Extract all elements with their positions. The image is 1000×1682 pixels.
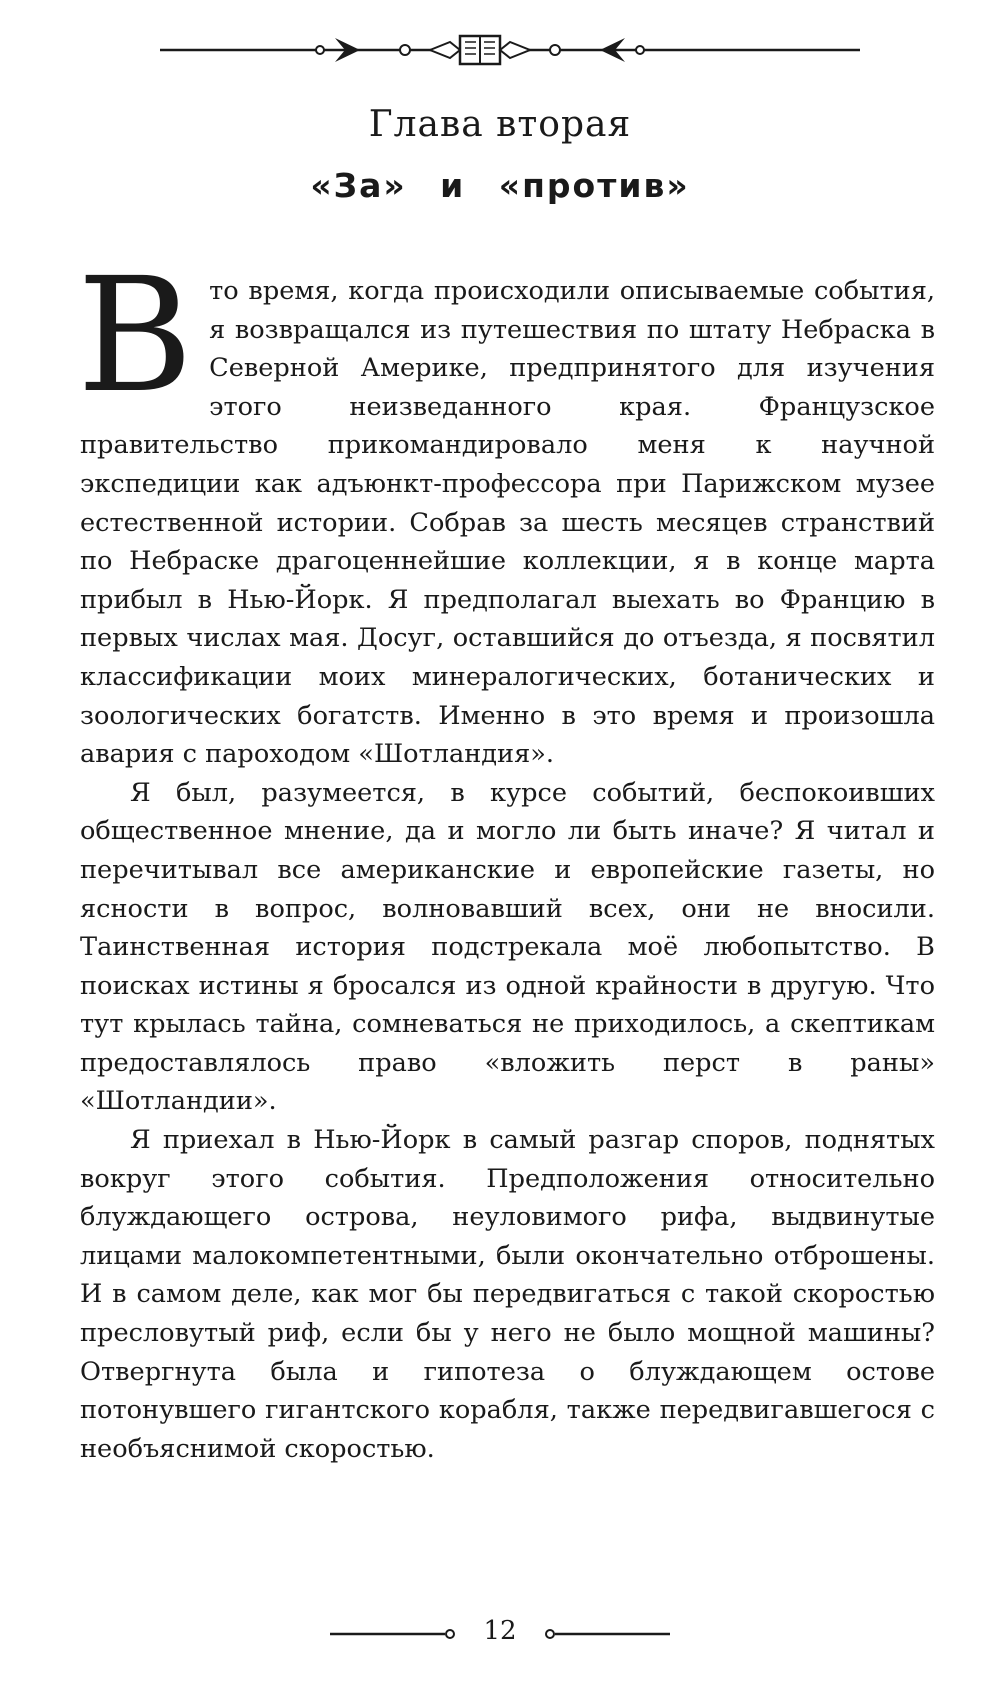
paragraph — [77, 244, 935, 774]
chapter-number: Глава вторая — [368, 104, 632, 145]
paragraph: Я приехал в Нью-Йорк в самый разгар споров, поднятых вокруг этого события. Предположения относительно блуждающего острова, неуловимого рифа, выдвинутые лицами малокомпетентными, были окончательно отброшены. И в самом деле, как мог бы передвигаться с такой скоростью пресловутый риф, если бы у него не было мощной машины? Отвергнута была и гипотеза о блуждающем остове потонувшего гигантского корабля, также передвигавшегося с необъяснимой скоростью. — [80, 1125, 935, 1464]
paragraph: Я был, разумеется, в курсе событий, беспокоивших общественное мнение, да и могло ли быть иначе? Я читал и перечитывал все американские и европейские газеты, но ясности в вопрос, волновавший всех, они не вносили. Таинственная история подстрекала моё любопытство. В поисках истины я бросался из одной крайности в другую. Что тут крылась тайна, сомневаться не приходилось, а скептикам предоставлялось право «вложить перст в раны» «Шотландии». — [80, 777, 935, 1117]
footer-ornament-right-icon — [540, 1624, 670, 1644]
page-number: 12 — [483, 1616, 517, 1646]
paragraph-text: то время, когда происходили описываемые события, я возвращался из путешествия по штату Небраска в Северной Америке, предпринятого для изучения этого неизведанного края. Французское правительство прикомандировало меня к научной экспедиции как адъюнкт-профессора при Парижском музее естественной истории. Собрав за шесть месяцев странствий по Небраске драгоценнейшие коллекции, я в конце марта прибыл в Нью-Йорк. Я предполагал выехать во Францию в первых числах мая. Досуг, оставшийся до отъезда, я посвятил классификации моих минералогических, ботанических и зоологических богатств. Именно в это время и произошла авария с пароходом «Шотландия». — [80, 276, 935, 770]
body-text — [77, 244, 935, 1468]
page-footer — [0, 1616, 1000, 1656]
drop-cap: В — [77, 244, 194, 428]
ornament-divider-icon — [160, 30, 860, 70]
chapter-title: «За» и «против» — [310, 166, 690, 205]
